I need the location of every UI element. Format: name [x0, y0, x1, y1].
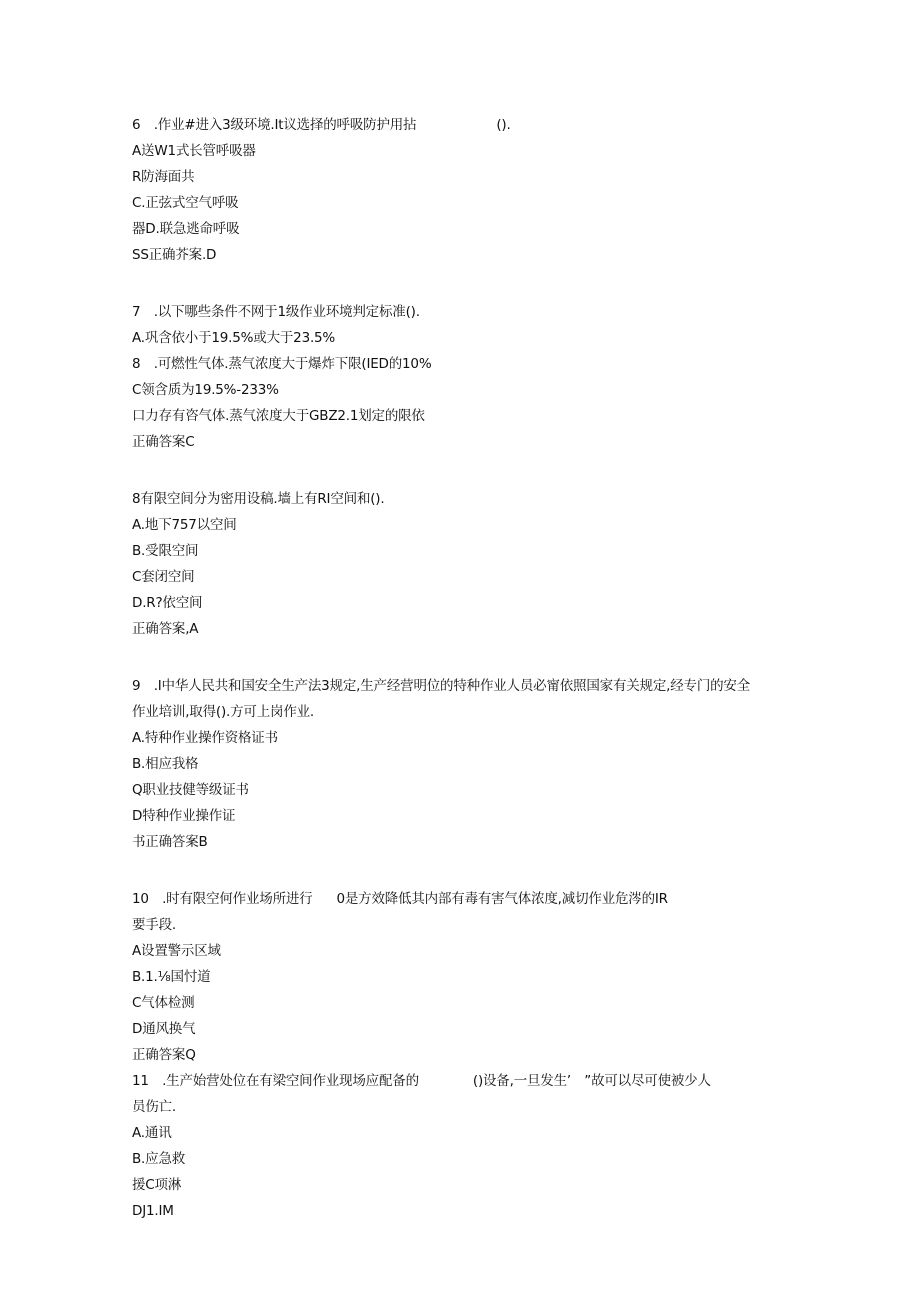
question-11-option-c: 援C项淋 [132, 1177, 182, 1193]
question-6-option-d: 器D.联急逃命呼吸 [132, 221, 240, 237]
question-10-option-a: A设置警示区域 [132, 943, 221, 959]
question-6-option-b: R防海面共 [132, 169, 195, 185]
question-10-option-b: B.1.⅛国忖道 [132, 969, 211, 985]
question-10-stem-text: 10 .时有限空何作业场所进行 [132, 891, 313, 907]
question-8-answer: 正确答案,A [132, 621, 199, 637]
question-7-option-d: 口力存有咨气体.蒸气浓度大于GBZ2.1划定的限依 [132, 408, 425, 424]
question-9-answer: 书正确答案B [132, 834, 208, 850]
question-10-stem-line-2: 要手段. [132, 917, 176, 933]
question-9-stem-line-1: 9 .I中华人民共和国安全生产法3规定,生产经营明位的特种作业人员必甯依照国家有关规定,经专门的安全 [132, 678, 751, 694]
question-10-option-d: D通风换气 [132, 1021, 196, 1037]
question-8-option-c: C套闭空间 [132, 569, 195, 585]
question-9-option-c: Q职业技健等级证书 [132, 782, 249, 798]
question-11-option-b: B.应急救 [132, 1151, 186, 1167]
question-11-stem-line-2: 员伤亡. [132, 1099, 176, 1115]
question-9-option-a: A.特种作业操作资格证书 [132, 730, 278, 746]
question-8-stem: 8有限空间分为密用设稿.墙上有RI空间和(). [132, 491, 385, 507]
question-11-stem-rest: ()设备,一旦发生’ ”故可以尽可使被少人 [472, 1073, 711, 1089]
question-6-answer: SS正确芥案.D [132, 247, 217, 263]
question-6-option-a: A送W1式长管呼吸器 [132, 143, 256, 159]
question-8-option-d: D.R?依空间 [132, 595, 203, 611]
question-7-option-a: A.巩含依小于19.5%或大于23.5% [132, 330, 336, 346]
question-7-option-b: 8 .可燃性气体.蒸气浓度大于爆炸下限(IED的10% [132, 356, 432, 372]
question-7-answer: 正确答案C [132, 434, 195, 450]
question-10-option-c: C气体检测 [132, 995, 195, 1011]
question-9-option-d: D特种作业操作证 [132, 808, 236, 824]
question-6-stem-blank: (). [496, 117, 511, 133]
question-7-option-c: C领含质为19.5%-233% [132, 382, 279, 398]
question-10-stem-line-1 [132, 890, 668, 908]
question-6-option-c: C.正弦式空气呼吸 [132, 195, 239, 211]
question-11-stem-line-1 [132, 1072, 711, 1090]
question-6-stem-text: 6 .作业#进入3级环境.It议选择的呼吸防护用拈 [132, 117, 417, 133]
question-9-option-b: B.相应我格 [132, 756, 199, 772]
question-8-option-a: A.地下757以空间 [132, 517, 237, 533]
question-8-option-b: B.受限空间 [132, 543, 199, 559]
question-11-option-d: DJ1.IM [132, 1203, 174, 1219]
question-9-stem-line-2: 作业培训,取得().方可上岗作业. [132, 704, 315, 720]
question-6-stem [132, 116, 511, 134]
question-11-option-a: A.通讯 [132, 1125, 172, 1141]
question-10-answer: 正确答案Q [132, 1047, 196, 1063]
question-10-stem-rest: 0是方效降低其内部有毒有害气体浓度,减切作业危涔的IR [336, 891, 668, 907]
question-11-stem-text: 11 .生产始营处位在有梁空间作业现场应配备的 [132, 1073, 419, 1089]
question-7-stem: 7 .以下哪些条件不网于1级作业环境判定标准(). [132, 304, 420, 320]
